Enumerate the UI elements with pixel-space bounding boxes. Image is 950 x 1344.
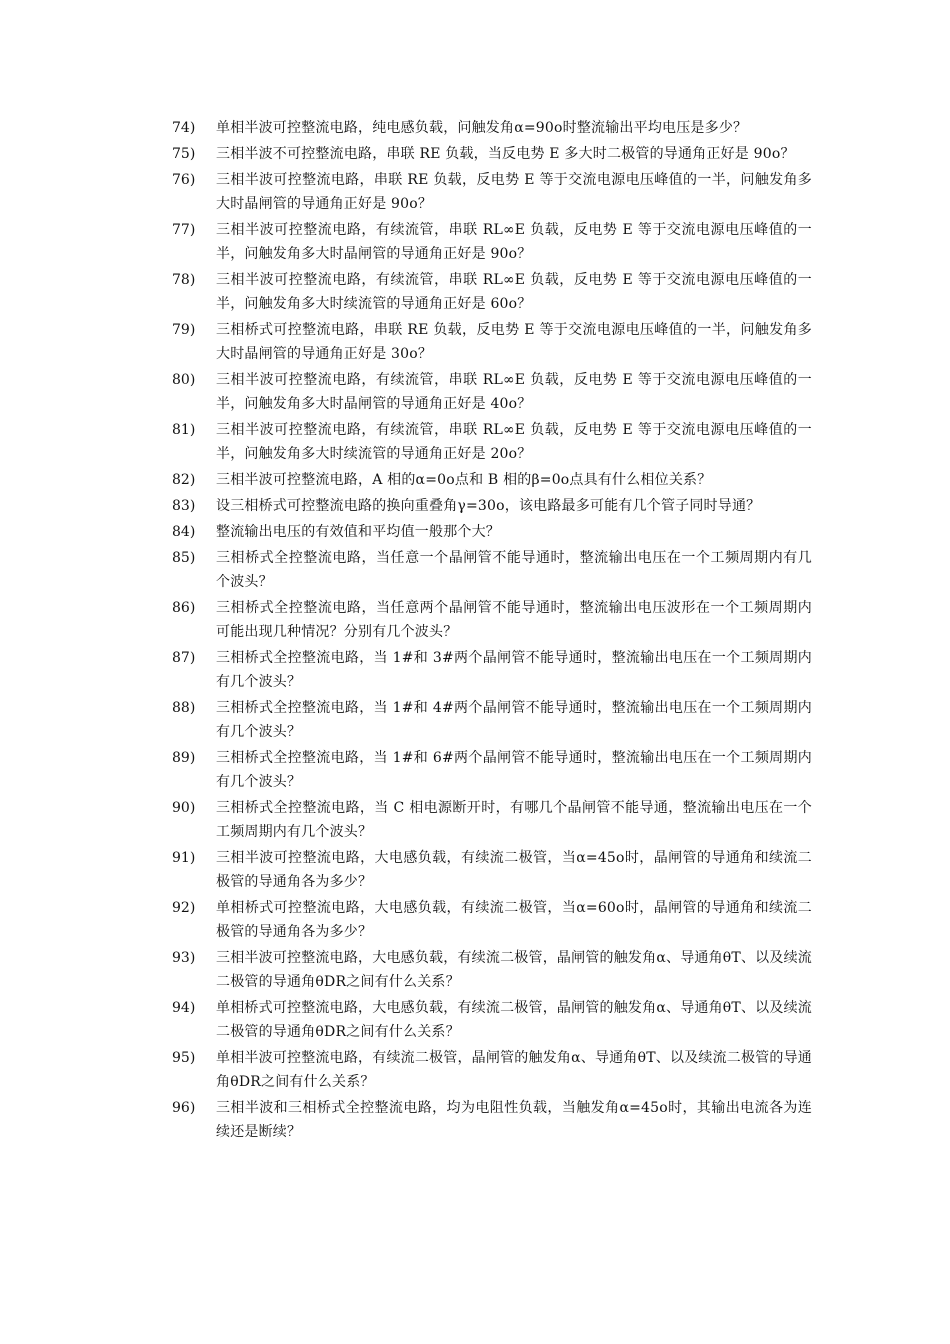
list-item: [172, 996, 812, 1044]
question-text: 三相半波不可控整流电路，串联 RE 负载，当反电势 E 多大时二极管的导通角正好是 90o？: [216, 146, 795, 162]
list-item: [172, 1046, 812, 1094]
question-number: 74): [172, 120, 196, 136]
question-text: 三相桥式全控整流电路，当 1#和 3#两个晶闸管不能导通时，整流输出电压在一个工频周期内有几个波头？: [216, 650, 812, 690]
list-item: [172, 116, 812, 140]
question-number: 77): [172, 222, 196, 238]
question-text: 单相半波可控整流电路，纯电感负载，问触发角α=90o时整流输出平均电压是多少？: [216, 120, 748, 136]
question-text: 三相半波可控整流电路，有续流管，串联 RL∞E 负载，反电势 E 等于交流电源电压峰值的一半，问触发角多大时晶闸管的导通角正好是 40o？: [216, 372, 812, 412]
question-number: 87): [172, 650, 196, 666]
question-text: 三相半波可控整流电路，串联 RE 负载，反电势 E 等于交流电源电压峰值的一半，问触发角多大时晶闸管的导通角正好是 90o？: [216, 172, 812, 212]
question-text: 三相半波可控整流电路，有续流管，串联 RL∞E 负载，反电势 E 等于交流电源电压峰值的一半，问触发角多大时续流管的导通角正好是 20o？: [216, 422, 812, 462]
list-item: [172, 1096, 812, 1144]
list-item: [172, 796, 812, 844]
question-number: 89): [172, 750, 196, 766]
list-item: [172, 168, 812, 216]
question-text: 三相半波可控整流电路，大电感负载，有续流二极管，晶闸管的触发角α、导通角θT、以及续流二极管的导通角θDR之间有什么关系？: [216, 950, 812, 990]
question-number: 93): [172, 950, 196, 966]
question-number: 75): [172, 146, 196, 162]
question-text: 三相桥式全控整流电路，当 1#和 6#两个晶闸管不能导通时，整流输出电压在一个工频周期内有几个波头？: [216, 750, 812, 790]
question-text: 三相桥式全控整流电路，当任意一个晶闸管不能导通时，整流输出电压在一个工频周期内有几个波头？: [216, 550, 812, 590]
question-list: [172, 116, 812, 1146]
question-number: 78): [172, 272, 196, 288]
question-text: 单相桥式可控整流电路，大电感负载，有续流二极管，晶闸管的触发角α、导通角θT、以及续流二极管的导通角θDR之间有什么关系？: [216, 1000, 812, 1040]
question-text: 三相桥式全控整流电路，当 C 相电源断开时，有哪几个晶闸管不能导通，整流输出电压在一个工频周期内有几个波头？: [216, 800, 812, 840]
list-item: [172, 218, 812, 266]
question-number: 96): [172, 1100, 196, 1116]
question-number: 84): [172, 524, 196, 540]
question-text: 三相桥式全控整流电路，当 1#和 4#两个晶闸管不能导通时，整流输出电压在一个工频周期内有几个波头？: [216, 700, 812, 740]
question-text: 单相桥式可控整流电路，大电感负载，有续流二极管，当α=60o时，晶闸管的导通角和续流二极管的导通角各为多少？: [216, 900, 812, 940]
list-item: [172, 142, 812, 166]
question-number: 90): [172, 800, 196, 816]
list-item: [172, 468, 812, 492]
question-number: 94): [172, 1000, 196, 1016]
list-item: [172, 268, 812, 316]
question-text: 三相半波可控整流电路，有续流管，串联 RL∞E 负载，反电势 E 等于交流电源电压峰值的一半，问触发角多大时续流管的导通角正好是 60o？: [216, 272, 812, 312]
question-number: 95): [172, 1050, 196, 1066]
list-item: [172, 546, 812, 594]
list-item: [172, 846, 812, 894]
question-number: 85): [172, 550, 196, 566]
question-text: 整流输出电压的有效值和平均值一般那个大？: [216, 524, 500, 540]
list-item: [172, 946, 812, 994]
question-text: 三相半波和三相桥式全控整流电路，均为电阻性负载，当触发角α=45o时，其输出电流各为连续还是断续？: [216, 1100, 812, 1140]
question-text: 三相半波可控整流电路，A 相的α=0o点和 B 相的β=0o点具有什么相位关系？: [216, 472, 712, 488]
question-number: 88): [172, 700, 196, 716]
list-item: [172, 318, 812, 366]
question-number: 86): [172, 600, 196, 616]
question-number: 79): [172, 322, 196, 338]
question-number: 92): [172, 900, 196, 916]
question-number: 80): [172, 372, 196, 388]
question-text: 三相桥式全控整流电路，当任意两个晶闸管不能导通时，整流输出电压波形在一个工频周期内可能出现几种情况？分别有几个波头？: [216, 600, 812, 640]
list-item: [172, 746, 812, 794]
question-number: 91): [172, 850, 196, 866]
question-number: 76): [172, 172, 196, 188]
list-item: [172, 494, 812, 518]
list-item: [172, 520, 812, 544]
list-item: [172, 368, 812, 416]
question-text: 单相半波可控整流电路，有续流二极管，晶闸管的触发角α、导通角θT、以及续流二极管的导通角θDR之间有什么关系？: [216, 1050, 812, 1090]
question-text: 三相半波可控整流电路，大电感负载，有续流二极管，当α=45o时，晶闸管的导通角和续流二极管的导通角各为多少？: [216, 850, 812, 890]
question-text: 设三相桥式可控整流电路的换向重叠角γ=30o，该电路最多可能有几个管子同时导通？: [216, 498, 761, 514]
list-item: [172, 646, 812, 694]
list-item: [172, 596, 812, 644]
question-number: 81): [172, 422, 196, 438]
question-text: 三相半波可控整流电路，有续流管，串联 RL∞E 负载，反电势 E 等于交流电源电压峰值的一半，问触发角多大时晶闸管的导通角正好是 90o？: [216, 222, 812, 262]
list-item: [172, 696, 812, 744]
question-number: 82): [172, 472, 196, 488]
list-item: [172, 896, 812, 944]
question-number: 83): [172, 498, 196, 514]
question-text: 三相桥式可控整流电路，串联 RE 负载，反电势 E 等于交流电源电压峰值的一半，问触发角多大时晶闸管的导通角正好是 30o？: [216, 322, 812, 362]
list-item: [172, 418, 812, 466]
